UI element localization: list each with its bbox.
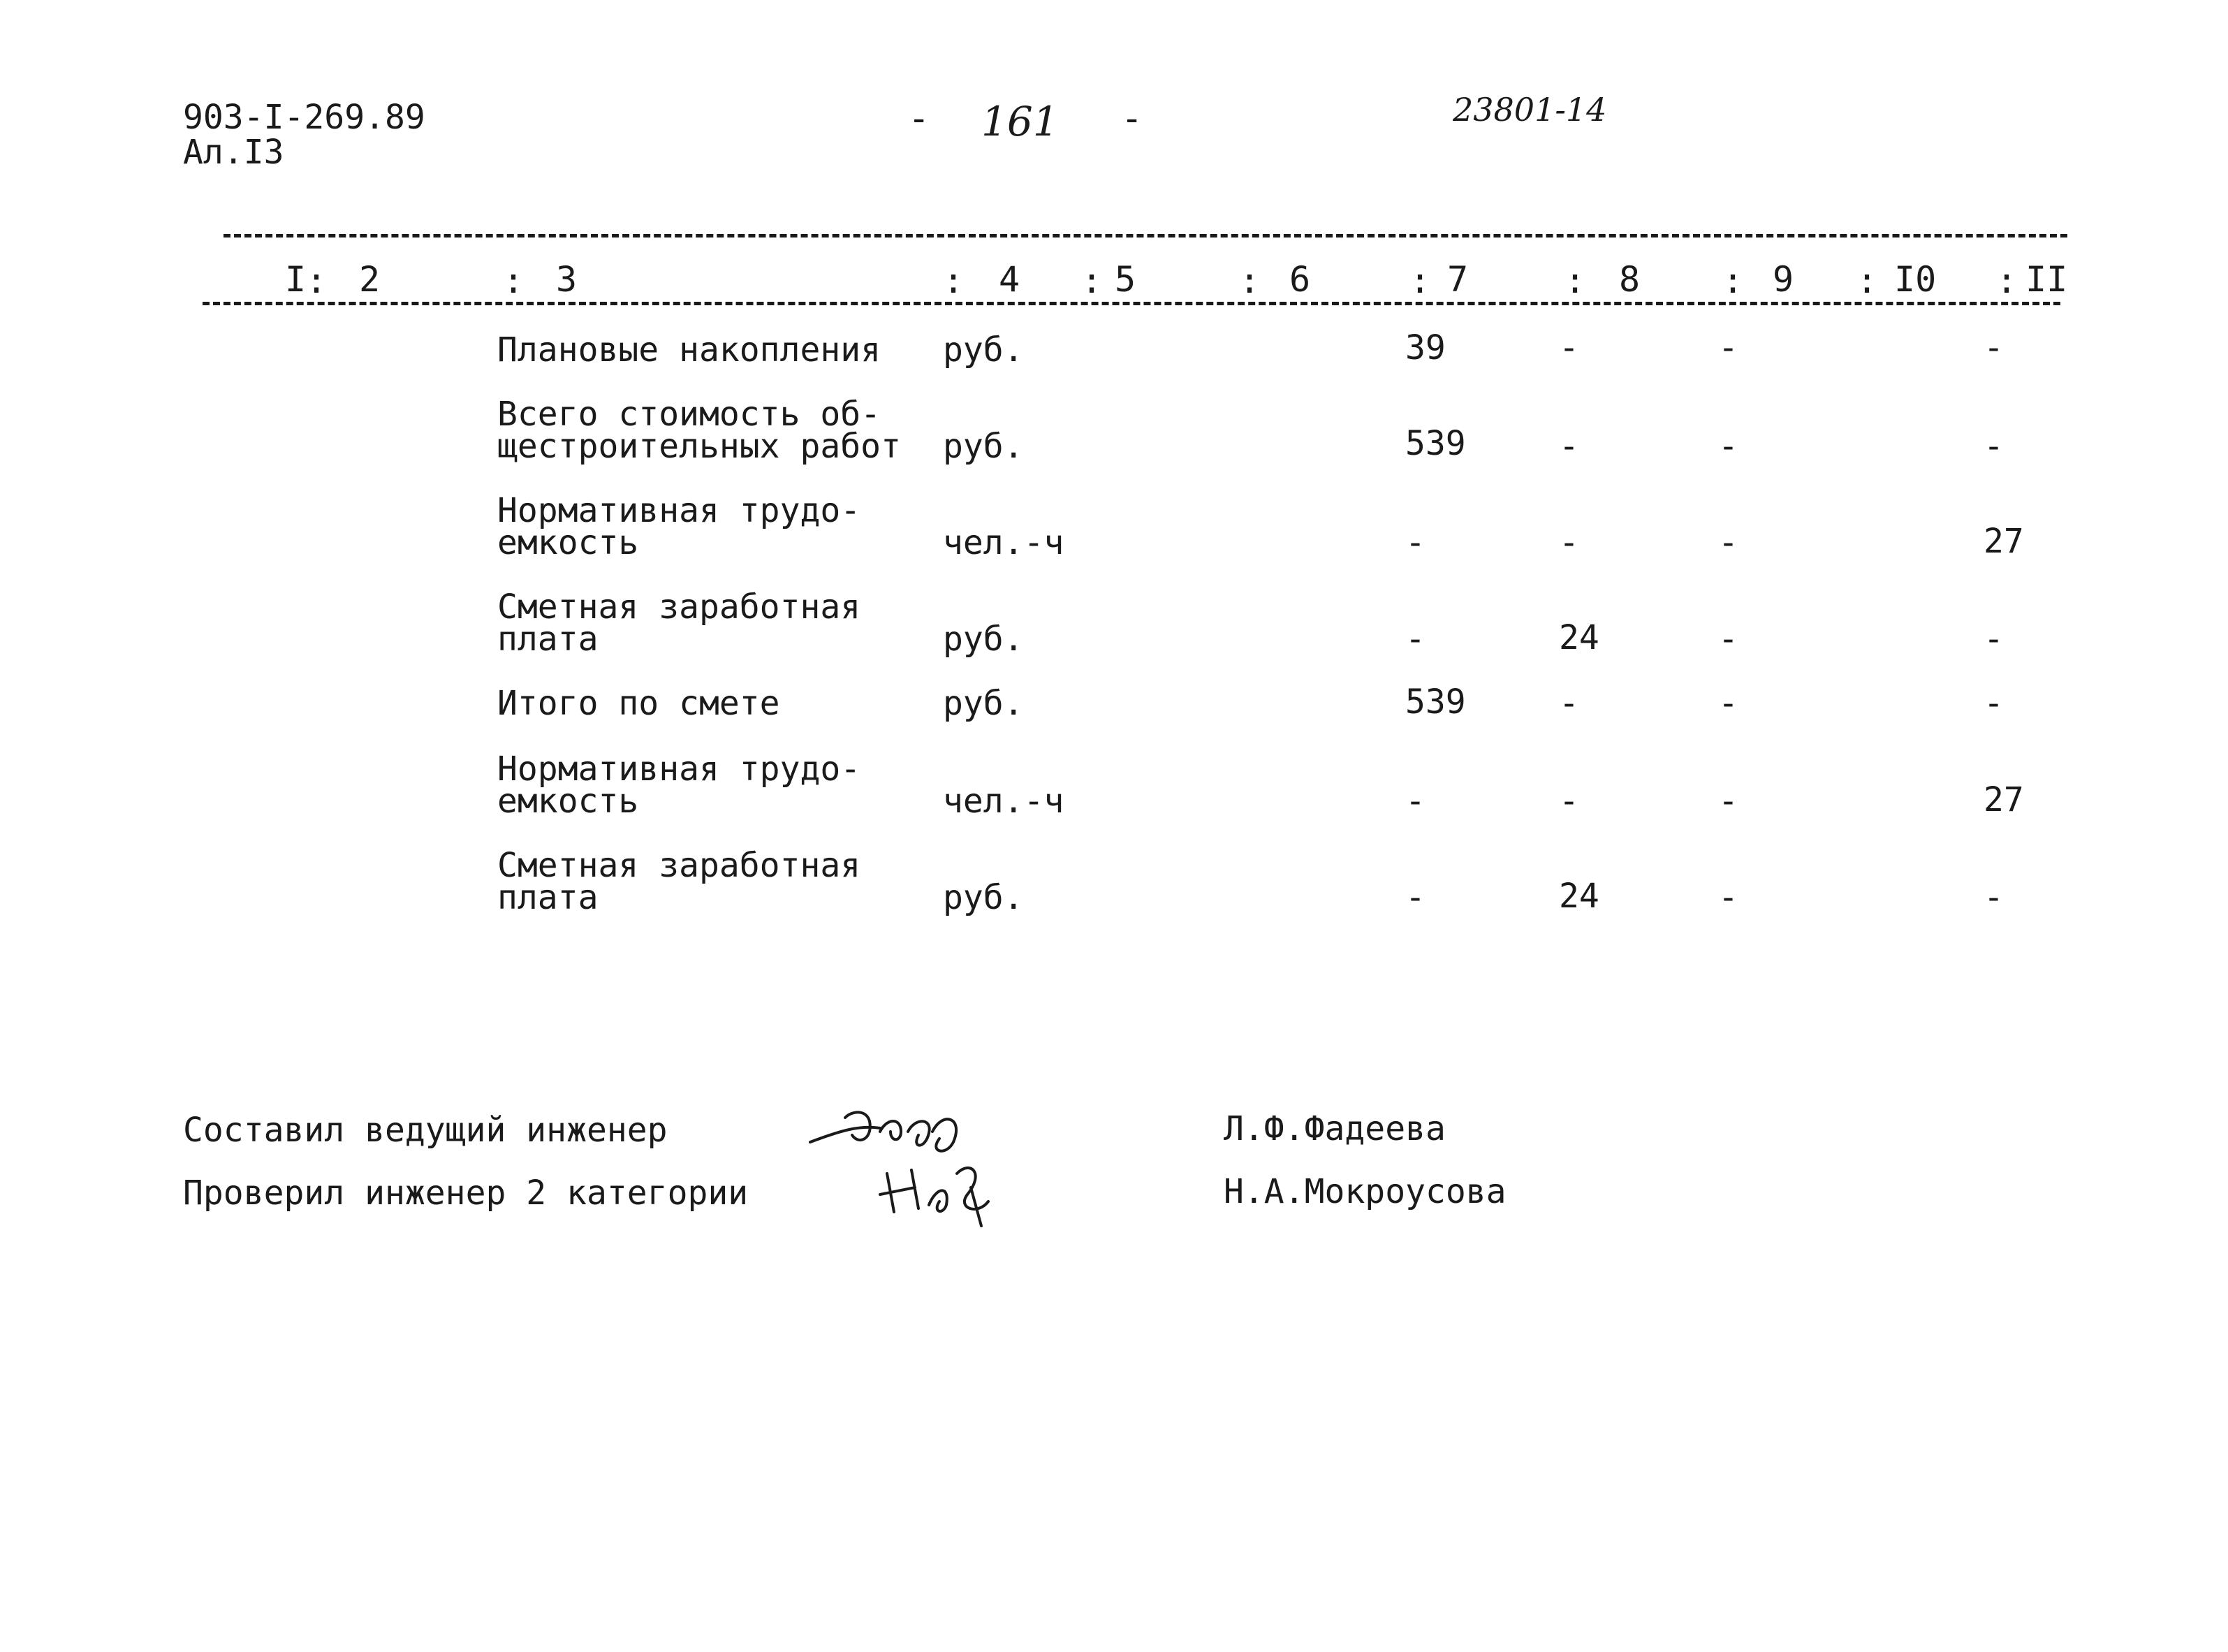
column-header-9: 9	[1773, 259, 1794, 300]
row-col8: -	[1559, 782, 1579, 821]
row-col8: 24	[1559, 618, 1599, 657]
page-dash-left: -	[908, 98, 930, 140]
row-col9: -	[1718, 620, 1738, 659]
row-name: Плановые накопления	[497, 330, 881, 370]
row-col8: -	[1559, 328, 1579, 367]
row-col9: -	[1718, 427, 1738, 466]
column-separator: :	[1239, 261, 1261, 301]
row-col7: -	[1405, 878, 1426, 917]
row-col7: 539	[1405, 682, 1466, 722]
row-name: Сметная заработная плата	[497, 587, 861, 659]
column-header-5: 5	[1115, 259, 1136, 300]
row-col9: -	[1718, 782, 1738, 821]
column-header-10: I0	[1894, 259, 1937, 300]
row-col7: -	[1405, 782, 1426, 821]
column-separator: :	[1856, 261, 1878, 301]
row-unit: чел.-ч	[943, 782, 1064, 821]
column-separator: :	[306, 261, 328, 301]
row-unit: руб.	[943, 684, 1024, 723]
column-separator: :	[1996, 261, 2018, 301]
row-name: Итого по смете	[497, 684, 780, 723]
row-unit: руб.	[943, 427, 1024, 466]
row-col7: -	[1405, 620, 1426, 659]
row-name: Всего стоимость об- щестроительных работ	[497, 395, 901, 466]
page-number: 161	[981, 98, 1059, 145]
column-header-4: 4	[999, 259, 1020, 300]
row-col9: -	[1718, 878, 1738, 917]
row-unit: руб.	[943, 620, 1024, 659]
column-header-6: 6	[1289, 259, 1311, 300]
checked-signature	[873, 1146, 1013, 1229]
row-col7: -	[1405, 523, 1426, 562]
compiled-label: Составил ведущий инженер	[183, 1111, 668, 1150]
column-separator: :	[1722, 261, 1744, 301]
row-col8: -	[1559, 427, 1579, 466]
row-unit: руб.	[943, 878, 1024, 917]
row-unit: руб.	[943, 330, 1024, 370]
row-name: Нормативная трудо- емкость	[497, 491, 861, 562]
row-col11: -	[1984, 878, 2004, 917]
header-rule-bottom	[203, 302, 2060, 305]
page-dash-right: -	[1121, 98, 1143, 140]
column-header-1: I	[285, 259, 307, 300]
column-header-8: 8	[1619, 259, 1641, 300]
compiled-name: Л.Ф.Фадеева	[1224, 1109, 1446, 1148]
checked-label: Проверил инженер 2 категории	[183, 1174, 749, 1213]
checked-name: Н.А.Мокроусова	[1224, 1172, 1507, 1211]
row-col9: -	[1718, 523, 1738, 562]
row-col9: -	[1718, 328, 1738, 367]
column-header-11: II	[2025, 259, 2068, 300]
sheet-label: Ал.I3	[183, 133, 284, 172]
row-col9: -	[1718, 684, 1738, 723]
row-name: Сметная заработная плата	[497, 846, 861, 917]
column-header-7: 7	[1447, 259, 1469, 300]
column-separator: :	[943, 261, 965, 301]
column-header-3: 3	[556, 259, 578, 300]
row-col7: 539	[1405, 424, 1466, 463]
row-col8: -	[1559, 523, 1579, 562]
row-col11: -	[1984, 620, 2004, 659]
row-col11: 27	[1984, 780, 2024, 819]
row-col11: -	[1984, 328, 2004, 367]
row-col11: -	[1984, 427, 2004, 466]
column-separator: :	[1081, 261, 1103, 301]
archive-number: 23801-14	[1453, 91, 1607, 129]
column-header-2: 2	[359, 259, 381, 300]
row-col8: 24	[1559, 877, 1599, 916]
column-separator: :	[1409, 261, 1431, 301]
row-col11: -	[1984, 684, 2004, 723]
header-rule-top	[223, 234, 2067, 237]
row-unit: чел.-ч	[943, 523, 1064, 562]
row-col8: -	[1559, 684, 1579, 723]
row-name: Нормативная трудо- емкость	[497, 750, 861, 821]
row-col7: 39	[1405, 328, 1446, 367]
column-separator: :	[1564, 261, 1586, 301]
document-code: 903-I-269.89	[183, 98, 425, 137]
column-separator: :	[503, 261, 525, 301]
row-col11: 27	[1984, 522, 2024, 561]
